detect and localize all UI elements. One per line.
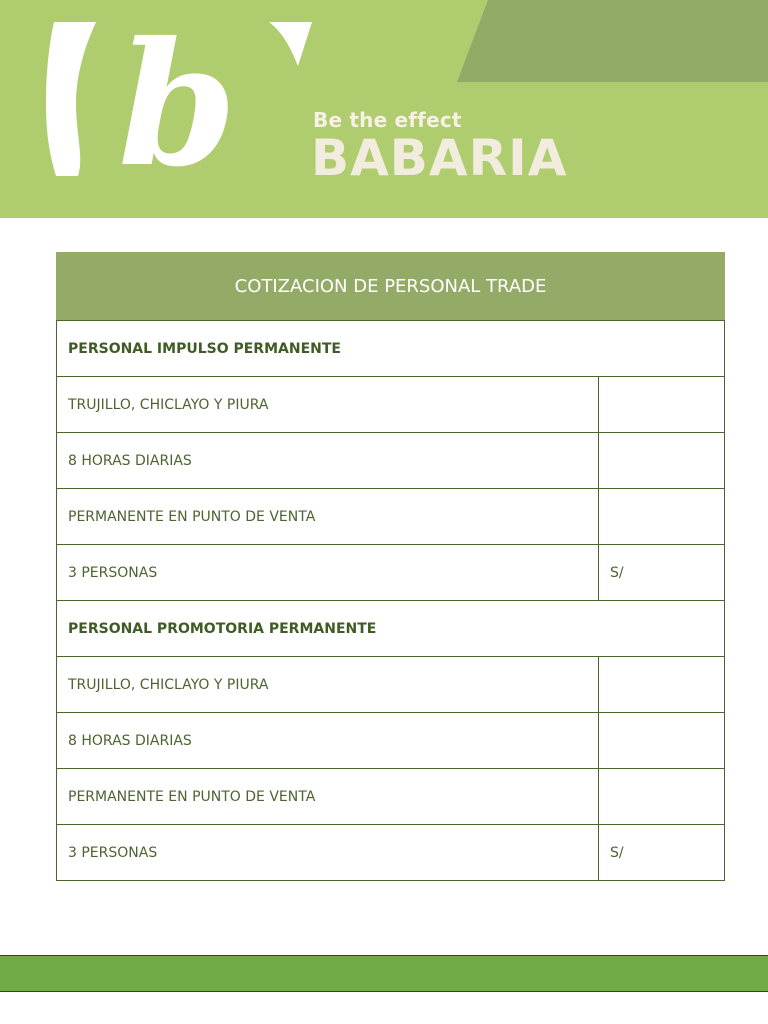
row-label: TRUJILLO, CHICLAYO Y PIURA bbox=[57, 377, 599, 433]
row-value bbox=[599, 657, 725, 713]
row-value bbox=[599, 769, 725, 825]
row-value bbox=[599, 489, 725, 545]
table-row bbox=[57, 769, 725, 825]
table-row bbox=[57, 657, 725, 713]
row-value bbox=[599, 713, 725, 769]
table-row bbox=[57, 825, 725, 881]
section-heading: PERSONAL IMPULSO PERMANENTE bbox=[57, 321, 725, 377]
row-label: 3 PERSONAS bbox=[57, 545, 599, 601]
header-banner bbox=[0, 0, 768, 218]
row-label: PERMANENTE EN PUNTO DE VENTA bbox=[57, 769, 599, 825]
table-title: COTIZACION DE PERSONAL TRADE bbox=[57, 253, 725, 321]
section-row bbox=[57, 321, 725, 377]
brand-tagline: Be the effect bbox=[313, 108, 462, 132]
row-value: S/ bbox=[599, 825, 725, 881]
table-row bbox=[57, 377, 725, 433]
brand-name: BABARIA bbox=[311, 129, 568, 187]
row-value: S/ bbox=[599, 545, 725, 601]
section-row bbox=[57, 601, 725, 657]
footer-bar bbox=[0, 955, 768, 992]
table-row bbox=[57, 433, 725, 489]
quote-table bbox=[56, 252, 725, 881]
row-label: TRUJILLO, CHICLAYO Y PIURA bbox=[57, 657, 599, 713]
row-value bbox=[599, 377, 725, 433]
table-title-row bbox=[57, 253, 725, 321]
logo-letter: b bbox=[118, 18, 237, 188]
table-row bbox=[57, 489, 725, 545]
row-label: 8 HORAS DIARIAS bbox=[57, 713, 599, 769]
babaria-logo-icon bbox=[44, 18, 322, 188]
row-label: 3 PERSONAS bbox=[57, 825, 599, 881]
row-label: PERMANENTE EN PUNTO DE VENTA bbox=[57, 489, 599, 545]
row-label: 8 HORAS DIARIAS bbox=[57, 433, 599, 489]
table-row bbox=[57, 713, 725, 769]
table-row bbox=[57, 545, 725, 601]
row-value bbox=[599, 433, 725, 489]
section-heading: PERSONAL PROMOTORIA PERMANENTE bbox=[57, 601, 725, 657]
